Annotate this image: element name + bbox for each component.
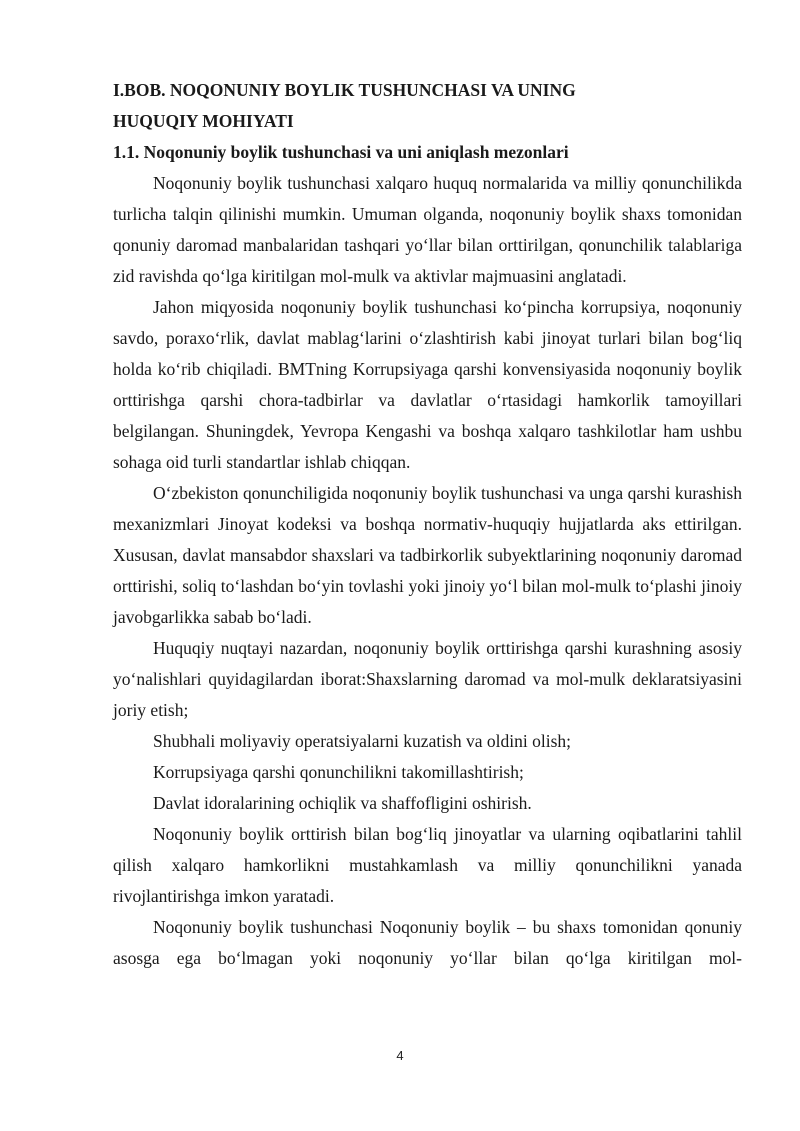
list-item-3: Davlat idoralarining ochiqlik va shaffofligini oshirish. [153, 793, 532, 813]
paragraph-2: Jahon miqyosida noqonuniy boylik tushunchasi ko‘pincha korrupsiya, noqonuniy savdo, poraxo‘rlik, davlat mablag‘larini o‘zlashtirish kabi jinoyat turlari bilan bog‘liq holda ko‘rib chiqiladi. BMTning Korrupsiyaga qarshi konvensiyasida noqonuniy boylik orttirishga qarshi chora-tadbirlar va davlatlar o‘rtasidagi hamkorlik tamoyillari belgilangan. Shuningdek, Yevropa Kengashi va boshqa xalqaro tashkilotlar ham ushbu sohaga oid turli standartlar ishlab chiqqan. [113, 297, 742, 472]
paragraph-6: Noqonuniy boylik tushunchasi Noqonuniy boylik – bu shaxs tomonidan qonuniy asosga ega bo‘lmagan yoki noqonuniy yo‘llar bilan qo‘lga kiritilgan mol- [113, 917, 742, 968]
page-number: 4 [396, 1048, 404, 1063]
paragraph-3: O‘zbekiston qonunchiligida noqonuniy boylik tushunchasi va unga qarshi kurashish mexanizmlari Jinoyat kodeksi va boshqa normativ-huquqiy hujjatlarda aks ettirilgan. Xususan, davlat mansabdor shaxslari va tadbirkorlik subyektlarining noqonuniy daromad orttirishi, soliq to‘lashdan bo‘yin tovlashi yoki jinoiy yo‘l bilan mol-mulk to‘plashi jinoiy javobgarlikka sabab bo‘ladi. [113, 483, 742, 627]
chapter-title-line-2: HUQUQIY MOHIYATI [113, 111, 294, 131]
paragraph-4: Huquqiy nuqtayi nazardan, noqonuniy boylik orttirishga qarshi kurashning asosiy yo‘nalishlari quyidagilardan iborat:Shaxslarning daromad va mol-mulk deklaratsiyasini joriy etish; [113, 638, 742, 720]
list-item-1: Shubhali moliyaviy operatsiyalarni kuzatish va oldini olish; [153, 731, 571, 751]
chapter-title-line-1: I.BOB. NOQONUNIY BOYLIK TUSHUNCHASI VA UNING [113, 80, 576, 100]
paragraph-1: Noqonuniy boylik tushunchasi xalqaro huquq normalarida va milliy qonunchilikda turlicha talqin qilinishi mumkin. Umuman olganda, noqonuniy boylik shaxs tomonidan qonuniy daromad manbalaridan tashqari yo‘llar bilan orttirilgan, qonunchilik talablariga zid ravishda qo‘lga kiritilgan mol-mulk va aktivlar majmuasini anglatadi. [113, 173, 742, 286]
paragraph-5: Noqonuniy boylik orttirish bilan bog‘liq jinoyatlar va ularning oqibatlarini tahlil qilish xalqaro hamkorlikni mustahkamlash va milliy qonunchilikni yanada rivojlantirishga imkon yaratadi. [113, 824, 742, 906]
page-content [113, 75, 742, 974]
list-item-2: Korrupsiyaga qarshi qonunchilikni takomillashtirish; [153, 762, 524, 782]
section-title: 1.1. Noqonuniy boylik tushunchasi va uni aniqlash mezonlari [113, 142, 569, 162]
